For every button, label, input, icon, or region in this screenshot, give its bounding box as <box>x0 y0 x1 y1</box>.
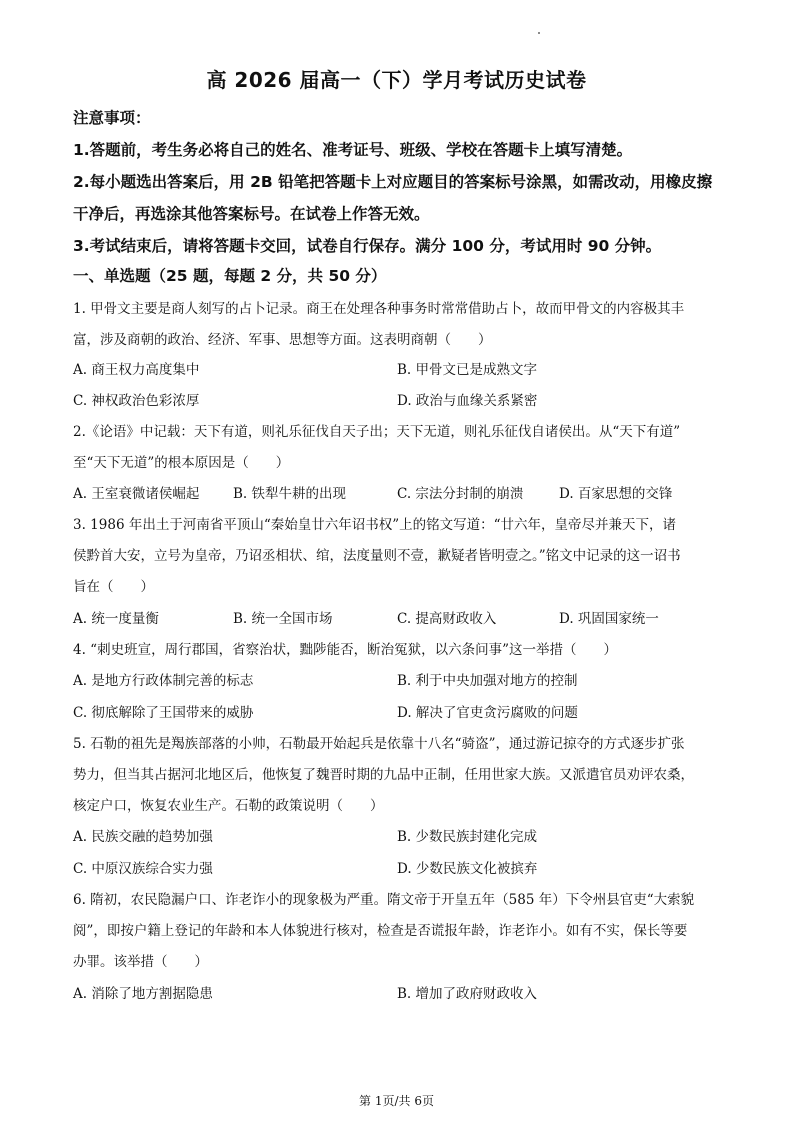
question-5-text: 势力，但当其占据河北地区后，他恢复了魏晋时期的九品中正制，任用世家大族。又派遣官员劝评农桑， <box>73 767 694 783</box>
q5-option-c[interactable]: C. 中原汉族综合实力强 <box>73 861 213 877</box>
q1-option-d[interactable]: D. 政治与血缘关系紧密 <box>397 393 538 409</box>
notice-heading: 注意事项： <box>73 109 151 127</box>
q2-option-c[interactable]: C. 宗法分封制的崩溃 <box>397 486 524 502</box>
page-footer: 第 1页/共 6页 <box>359 1094 434 1108</box>
q4-option-c[interactable]: C. 彻底解除了王国带来的威胁 <box>73 705 254 721</box>
q5-option-a[interactable]: A. 民族交融的趋势加强 <box>73 829 213 845</box>
question-4-text: 4. “刺史班宣，周行郡国，省察治状，黜陟能否，断治冤狱，以六条问事”这一举措（ ） <box>73 642 617 658</box>
question-1-text: 富，涉及商朝的政治、经济、军事、思想等方面。这表明商朝（ ） <box>73 332 492 348</box>
q4-option-d[interactable]: D. 解决了官吏贪污腐败的问题 <box>397 705 578 721</box>
q5-option-d[interactable]: D. 少数民族文化被摈弃 <box>397 861 538 877</box>
notice-item: 3.考试结束后，请将答题卡交回，试卷自行保存。满分 100 分，考试用时 90 分钟。 <box>73 237 662 255</box>
section-heading: 一、单选题（25 题，每题 2 分，共 50 分） <box>73 267 387 285</box>
question-5-text: 5. 石勒的祖先是羯族部落的小帅，石勒最开始起兵是依靠十八名“骑盗”，通过游记掠夺的方式逐步扩张 <box>73 736 685 752</box>
q4-option-b[interactable]: B. 利于中央加强对地方的控制 <box>397 673 578 689</box>
notice-item: 2.每小题选出答案后，用 2B 铅笔把答题卡上对应题目的答案标号涂黑，如需改动，用橡皮擦 <box>73 173 713 191</box>
q4-option-a[interactable]: A. 是地方行政体制完善的标志 <box>73 673 254 689</box>
question-6-text: 6. 隋初，农民隐漏户口、诈老诈小的现象极为严重。隋文帝于开皇五年（585 年）下令州县官吏“大索貌 <box>73 892 695 908</box>
notice-item: 1.答题前，考生务必将自己的姓名、准考证号、班级、学校在答题卡上填写清楚。 <box>73 141 633 159</box>
notice-item: 干净后，再选涂其他答案标号。在试卷上作答无效。 <box>73 205 430 223</box>
q2-option-b[interactable]: B. 铁犁牛耕的出现 <box>233 486 347 502</box>
question-2-text: 2.《论语》中记载：天下有道，则礼乐征伐自天子出；天下无道，则礼乐征伐自诸侯出。从“天下有道” <box>73 424 681 440</box>
page-title: 高 2026 届高一（下）学月考试历史试卷 <box>206 68 587 92</box>
question-6-text: 阅”，即按户籍上登记的年龄和本人体貌进行核对，检查是否谎报年龄，诈老诈小。如有不实，保长等要 <box>73 923 688 939</box>
q3-option-b[interactable]: B. 统一全国市场 <box>233 611 333 627</box>
q1-option-a[interactable]: A. 商王权力高度集中 <box>73 362 200 378</box>
q2-option-a[interactable]: A. 王室衰微诸侯崛起 <box>73 486 200 502</box>
scan-speck <box>538 32 540 34</box>
question-3-text: 旨在（ ） <box>73 579 154 595</box>
question-5-text: 核定户口，恢复农业生产。石勒的政策说明（ ） <box>73 798 384 814</box>
question-2-text: 至“天下无道”的根本原因是（ ） <box>73 455 290 471</box>
question-6-text: 办罪。该举措（ ） <box>73 954 208 970</box>
question-3-text: 3. 1986 年出土于河南省平顶山“秦始皇廿六年诏书权”上的铭文写道：“廿六年，皇帝尽并兼天下，诸 <box>73 517 677 533</box>
q1-option-b[interactable]: B. 甲骨文已是成熟文字 <box>397 362 538 378</box>
q5-option-b[interactable]: B. 少数民族封建化完成 <box>397 829 538 845</box>
q6-option-a[interactable]: A. 消除了地方割据隐患 <box>73 986 213 1002</box>
question-1-text: 1. 甲骨文主要是商人刻写的占卜记录。商王在处理各种事务时常常借助占卜，故而甲骨文的内容极其丰 <box>73 301 685 317</box>
q3-option-c[interactable]: C. 提高财政收入 <box>397 611 497 627</box>
q3-option-a[interactable]: A. 统一度量衡 <box>73 611 159 627</box>
q6-option-b[interactable]: B. 增加了政府财政收入 <box>397 986 538 1002</box>
q1-option-c[interactable]: C. 神权政治色彩浓厚 <box>73 393 200 409</box>
q2-option-d[interactable]: D. 百家思想的交锋 <box>559 486 673 502</box>
question-3-text: 侯黔首大安，立号为皇帝，乃诏丞相状、绾，法度量则不壹，歉疑者皆明壹之。”铭文中记录的这一诏书 <box>73 548 681 564</box>
q3-option-d[interactable]: D. 巩固国家统一 <box>559 611 659 627</box>
